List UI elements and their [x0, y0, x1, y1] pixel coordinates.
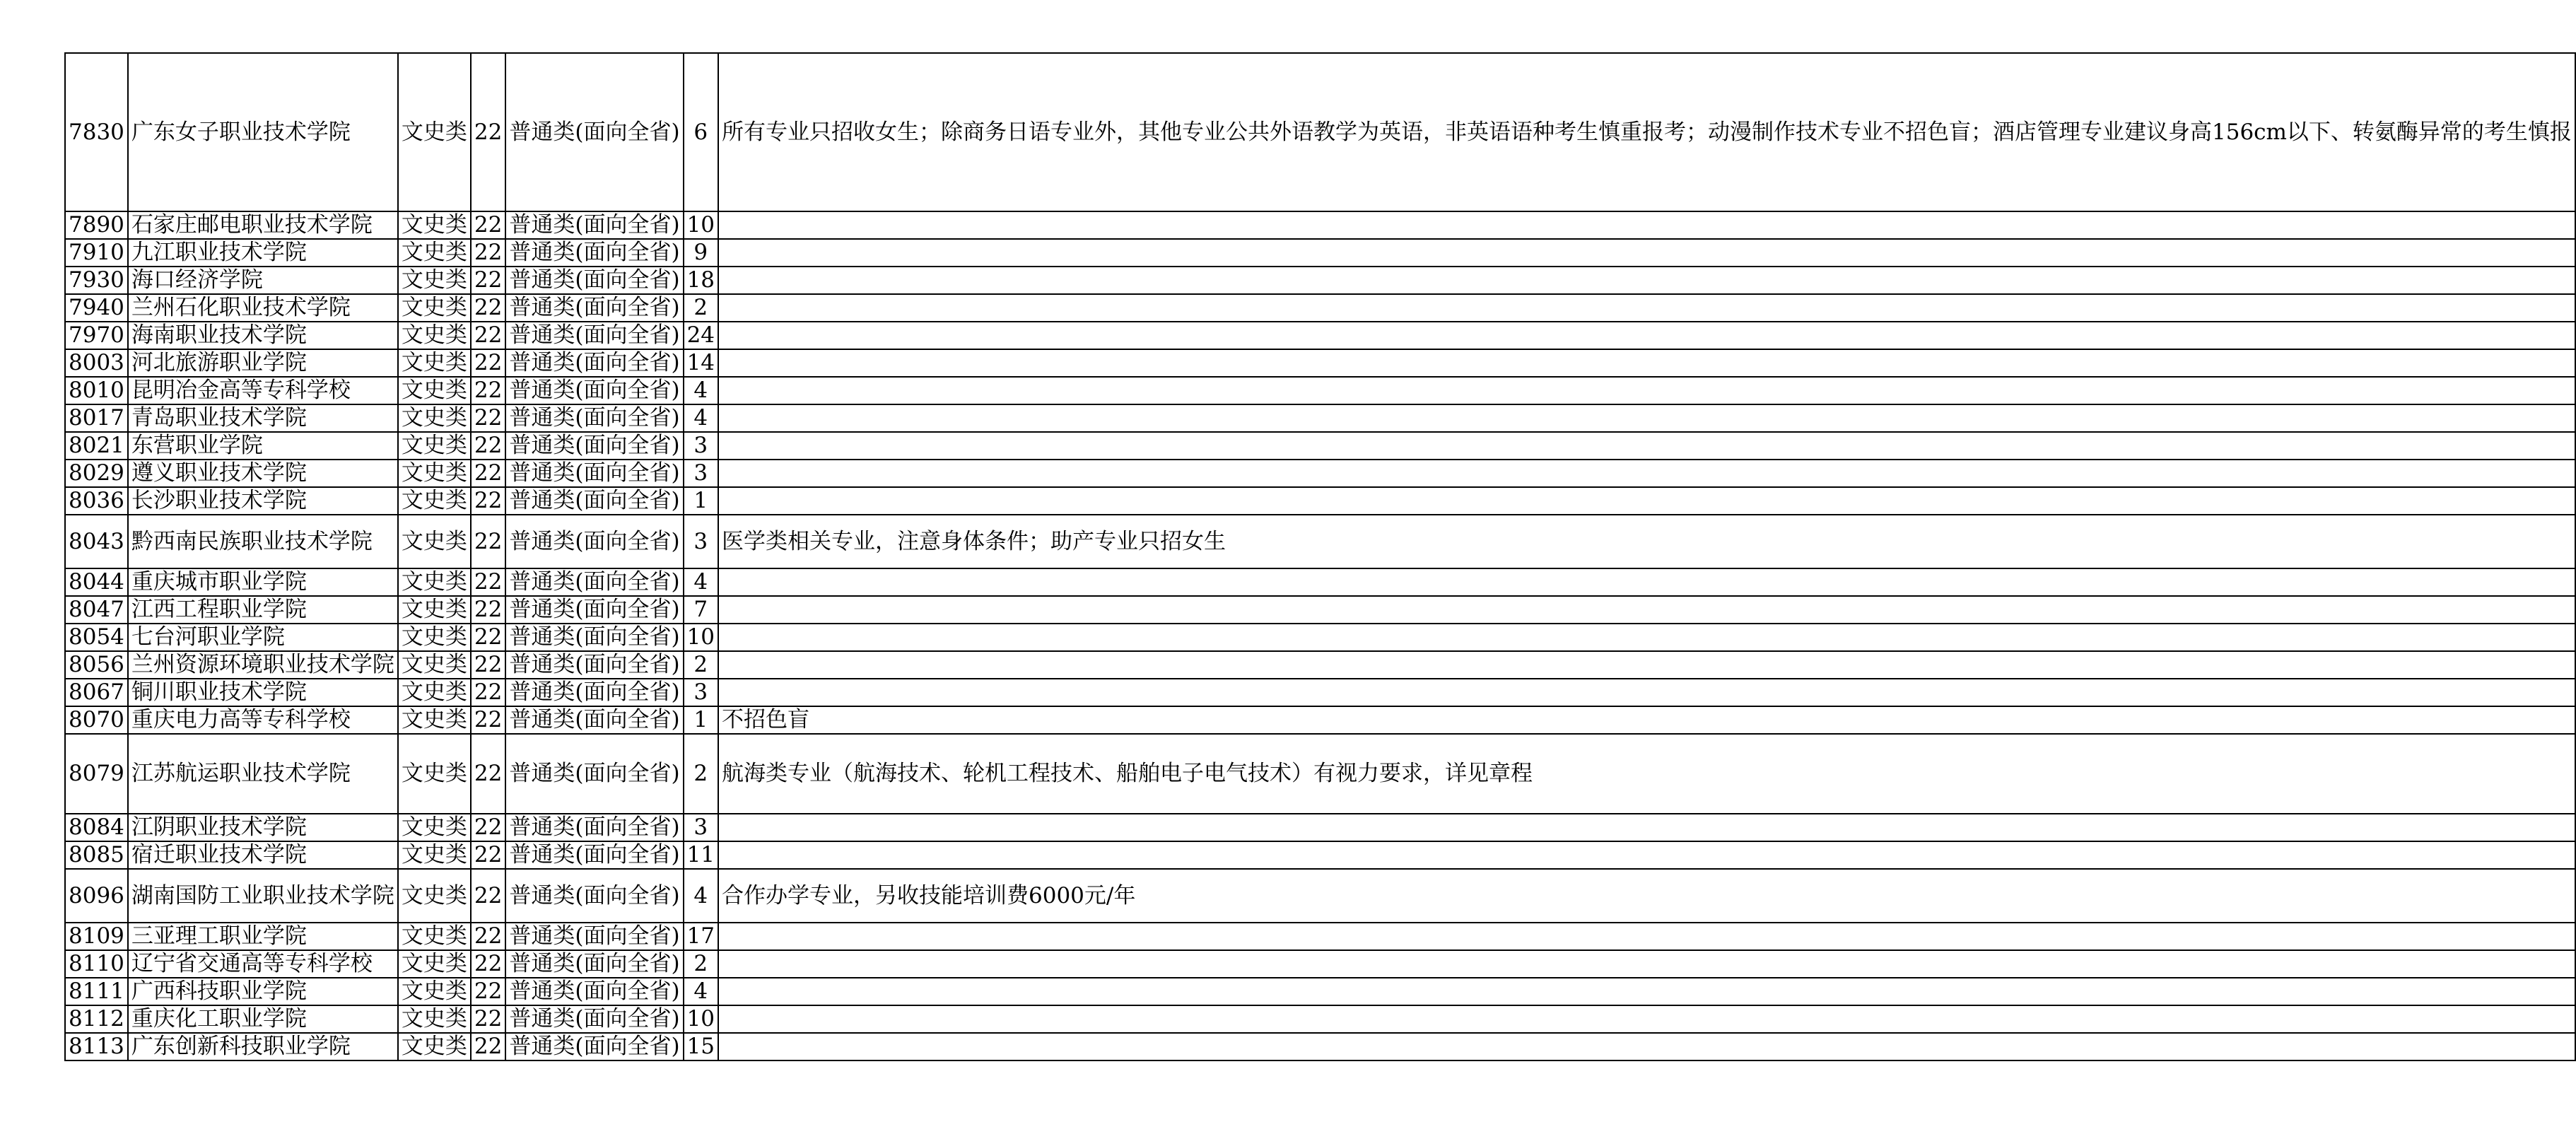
batch-code-cell: 22	[471, 53, 505, 211]
plan-count-cell: 18	[684, 267, 718, 294]
school-name-cell: 广西科技职业学院	[128, 978, 398, 1005]
subject-category-cell: 文史类	[398, 211, 471, 239]
subject-category-cell: 文史类	[398, 568, 471, 596]
school-name-cell: 宿迁职业技术学院	[128, 841, 398, 869]
remarks-cell	[718, 294, 2575, 322]
school-code-cell: 8111	[65, 978, 128, 1005]
batch-code-cell: 22	[471, 322, 505, 349]
plan-count-cell: 11	[684, 841, 718, 869]
plan-count-cell: 4	[684, 869, 718, 923]
table-row	[65, 869, 2575, 923]
plan-type-cell: 普通类(面向全省)	[505, 377, 683, 404]
subject-category-cell: 文史类	[398, 239, 471, 267]
table-row	[65, 978, 2575, 1005]
batch-code-cell: 22	[471, 923, 505, 950]
school-code-cell: 8112	[65, 1005, 128, 1033]
table-row	[65, 515, 2575, 568]
subject-category-cell: 文史类	[398, 322, 471, 349]
table-row	[65, 814, 2575, 841]
school-code-cell: 8044	[65, 568, 128, 596]
table-row	[65, 53, 2575, 211]
plan-count-cell: 9	[684, 239, 718, 267]
batch-code-cell: 22	[471, 841, 505, 869]
batch-code-cell: 22	[471, 1033, 505, 1060]
subject-category-cell: 文史类	[398, 596, 471, 624]
batch-code-cell: 22	[471, 294, 505, 322]
batch-code-cell: 22	[471, 267, 505, 294]
plan-count-cell: 14	[684, 349, 718, 377]
subject-category-cell: 文史类	[398, 950, 471, 978]
plan-type-cell: 普通类(面向全省)	[505, 814, 683, 841]
remarks-cell: 医学类相关专业，注意身体条件；助产专业只招女生	[718, 515, 2575, 568]
subject-category-cell: 文史类	[398, 841, 471, 869]
plan-type-cell: 普通类(面向全省)	[505, 487, 683, 515]
school-code-cell: 8054	[65, 624, 128, 651]
plan-count-cell: 4	[684, 404, 718, 432]
table-body	[65, 53, 2575, 1060]
subject-category-cell: 文史类	[398, 404, 471, 432]
school-code-cell: 8021	[65, 432, 128, 460]
school-name-cell: 遵义职业技术学院	[128, 460, 398, 487]
plan-type-cell: 普通类(面向全省)	[505, 294, 683, 322]
plan-count-cell: 3	[684, 432, 718, 460]
school-name-cell: 重庆城市职业学院	[128, 568, 398, 596]
school-name-cell: 铜川职业技术学院	[128, 679, 398, 706]
batch-code-cell: 22	[471, 377, 505, 404]
subject-category-cell: 文史类	[398, 515, 471, 568]
school-name-cell: 河北旅游职业学院	[128, 349, 398, 377]
table-row	[65, 460, 2575, 487]
school-code-cell: 8109	[65, 923, 128, 950]
school-name-cell: 江阴职业技术学院	[128, 814, 398, 841]
school-code-cell: 7830	[65, 53, 128, 211]
table-row	[65, 679, 2575, 706]
remarks-cell	[718, 322, 2575, 349]
subject-category-cell: 文史类	[398, 624, 471, 651]
school-code-cell: 8010	[65, 377, 128, 404]
remarks-cell: 不招色盲	[718, 706, 2575, 734]
school-name-cell: 昆明冶金高等专科学校	[128, 377, 398, 404]
subject-category-cell: 文史类	[398, 294, 471, 322]
plan-type-cell: 普通类(面向全省)	[505, 322, 683, 349]
batch-code-cell: 22	[471, 432, 505, 460]
plan-type-cell: 普通类(面向全省)	[505, 432, 683, 460]
plan-type-cell: 普通类(面向全省)	[505, 841, 683, 869]
school-name-cell: 海口经济学院	[128, 267, 398, 294]
school-name-cell: 湖南国防工业职业技术学院	[128, 869, 398, 923]
table-row	[65, 404, 2575, 432]
remarks-cell	[718, 239, 2575, 267]
school-code-cell: 8096	[65, 869, 128, 923]
subject-category-cell: 文史类	[398, 349, 471, 377]
plan-type-cell: 普通类(面向全省)	[505, 349, 683, 377]
subject-category-cell: 文史类	[398, 1033, 471, 1060]
table-row	[65, 923, 2575, 950]
batch-code-cell: 22	[471, 950, 505, 978]
remarks-cell	[718, 950, 2575, 978]
plan-count-cell: 3	[684, 515, 718, 568]
subject-category-cell: 文史类	[398, 869, 471, 923]
plan-type-cell: 普通类(面向全省)	[505, 53, 683, 211]
remarks-cell	[718, 978, 2575, 1005]
subject-category-cell: 文史类	[398, 679, 471, 706]
plan-type-cell: 普通类(面向全省)	[505, 869, 683, 923]
plan-type-cell: 普通类(面向全省)	[505, 734, 683, 814]
remarks-cell	[718, 349, 2575, 377]
batch-code-cell: 22	[471, 1005, 505, 1033]
table-row	[65, 568, 2575, 596]
plan-count-cell: 4	[684, 568, 718, 596]
school-name-cell: 九江职业技术学院	[128, 239, 398, 267]
plan-type-cell: 普通类(面向全省)	[505, 211, 683, 239]
plan-type-cell: 普通类(面向全省)	[505, 239, 683, 267]
batch-code-cell: 22	[471, 596, 505, 624]
plan-count-cell: 4	[684, 978, 718, 1005]
plan-type-cell: 普通类(面向全省)	[505, 950, 683, 978]
school-name-cell: 重庆电力高等专科学校	[128, 706, 398, 734]
plan-count-cell: 17	[684, 923, 718, 950]
school-code-cell: 8043	[65, 515, 128, 568]
remarks-cell	[718, 404, 2575, 432]
school-name-cell: 广东创新科技职业学院	[128, 1033, 398, 1060]
plan-type-cell: 普通类(面向全省)	[505, 515, 683, 568]
batch-code-cell: 22	[471, 239, 505, 267]
school-code-cell: 8084	[65, 814, 128, 841]
school-code-cell: 8067	[65, 679, 128, 706]
plan-type-cell: 普通类(面向全省)	[505, 624, 683, 651]
plan-type-cell: 普通类(面向全省)	[505, 706, 683, 734]
subject-category-cell: 文史类	[398, 432, 471, 460]
subject-category-cell: 文史类	[398, 487, 471, 515]
plan-count-cell: 10	[684, 624, 718, 651]
remarks-cell	[718, 596, 2575, 624]
remarks-cell	[718, 624, 2575, 651]
table-row	[65, 487, 2575, 515]
batch-code-cell: 22	[471, 460, 505, 487]
school-name-cell: 黔西南民族职业技术学院	[128, 515, 398, 568]
remarks-cell	[718, 1005, 2575, 1033]
school-name-cell: 海南职业技术学院	[128, 322, 398, 349]
plan-type-cell: 普通类(面向全省)	[505, 596, 683, 624]
school-code-cell: 8003	[65, 349, 128, 377]
school-code-cell: 8036	[65, 487, 128, 515]
table-row	[65, 1005, 2575, 1033]
plan-count-cell: 4	[684, 377, 718, 404]
table-row	[65, 211, 2575, 239]
batch-code-cell: 22	[471, 568, 505, 596]
plan-count-cell: 2	[684, 651, 718, 679]
school-code-cell: 7970	[65, 322, 128, 349]
remarks-cell: 合作办学专业，另收技能培训费6000元/年	[718, 869, 2575, 923]
remarks-cell	[718, 923, 2575, 950]
school-code-cell: 7890	[65, 211, 128, 239]
table-row	[65, 267, 2575, 294]
school-code-cell: 8079	[65, 734, 128, 814]
table-row	[65, 239, 2575, 267]
remarks-cell	[718, 568, 2575, 596]
remarks-cell	[718, 460, 2575, 487]
batch-code-cell: 22	[471, 624, 505, 651]
school-name-cell: 重庆化工职业学院	[128, 1005, 398, 1033]
batch-code-cell: 22	[471, 651, 505, 679]
remarks-cell	[718, 651, 2575, 679]
table-row	[65, 294, 2575, 322]
plan-count-cell: 7	[684, 596, 718, 624]
batch-code-cell: 22	[471, 679, 505, 706]
batch-code-cell: 22	[471, 734, 505, 814]
table-row	[65, 950, 2575, 978]
school-name-cell: 江西工程职业学院	[128, 596, 398, 624]
school-code-cell: 7940	[65, 294, 128, 322]
table-row	[65, 651, 2575, 679]
school-code-cell: 8047	[65, 596, 128, 624]
remarks-cell: 航海类专业（航海技术、轮机工程技术、船舶电子电气技术）有视力要求，详见章程	[718, 734, 2575, 814]
school-name-cell: 石家庄邮电职业技术学院	[128, 211, 398, 239]
plan-type-cell: 普通类(面向全省)	[505, 978, 683, 1005]
school-code-cell: 7930	[65, 267, 128, 294]
plan-count-cell: 2	[684, 734, 718, 814]
remarks-cell	[718, 377, 2575, 404]
table-row	[65, 432, 2575, 460]
plan-count-cell: 1	[684, 487, 718, 515]
table-row	[65, 841, 2575, 869]
school-name-cell: 广东女子职业技术学院	[128, 53, 398, 211]
table-row	[65, 596, 2575, 624]
subject-category-cell: 文史类	[398, 267, 471, 294]
school-name-cell: 东营职业学院	[128, 432, 398, 460]
batch-code-cell: 22	[471, 404, 505, 432]
subject-category-cell: 文史类	[398, 651, 471, 679]
plan-count-cell: 10	[684, 1005, 718, 1033]
remarks-cell	[718, 211, 2575, 239]
batch-code-cell: 22	[471, 487, 505, 515]
batch-code-cell: 22	[471, 869, 505, 923]
plan-count-cell: 15	[684, 1033, 718, 1060]
school-name-cell: 三亚理工职业学院	[128, 923, 398, 950]
subject-category-cell: 文史类	[398, 53, 471, 211]
subject-category-cell: 文史类	[398, 1005, 471, 1033]
plan-count-cell: 3	[684, 460, 718, 487]
batch-code-cell: 22	[471, 706, 505, 734]
subject-category-cell: 文史类	[398, 814, 471, 841]
table-row	[65, 322, 2575, 349]
admission-plan-table	[64, 52, 2576, 1061]
remarks-cell	[718, 1033, 2575, 1060]
plan-count-cell: 3	[684, 814, 718, 841]
school-name-cell: 辽宁省交通高等专科学校	[128, 950, 398, 978]
plan-count-cell: 2	[684, 950, 718, 978]
school-code-cell: 8110	[65, 950, 128, 978]
subject-category-cell: 文史类	[398, 923, 471, 950]
plan-type-cell: 普通类(面向全省)	[505, 568, 683, 596]
plan-count-cell: 1	[684, 706, 718, 734]
remarks-cell	[718, 432, 2575, 460]
subject-category-cell: 文史类	[398, 734, 471, 814]
plan-type-cell: 普通类(面向全省)	[505, 267, 683, 294]
table-row	[65, 1033, 2575, 1060]
table-row	[65, 734, 2575, 814]
batch-code-cell: 22	[471, 349, 505, 377]
remarks-cell: 所有专业只招收女生；除商务日语专业外，其他专业公共外语教学为英语，非英语语种考生慎重报考；动漫制作技术专业不招色盲；酒店管理专业建议身高156cm以下、转氨酶异常的考生慎报	[718, 53, 2575, 211]
subject-category-cell: 文史类	[398, 706, 471, 734]
school-name-cell: 七台河职业学院	[128, 624, 398, 651]
school-name-cell: 兰州石化职业技术学院	[128, 294, 398, 322]
plan-count-cell: 6	[684, 53, 718, 211]
plan-type-cell: 普通类(面向全省)	[505, 651, 683, 679]
table-row	[65, 624, 2575, 651]
school-code-cell: 8070	[65, 706, 128, 734]
table-row	[65, 706, 2575, 734]
remarks-cell	[718, 841, 2575, 869]
school-code-cell: 8113	[65, 1033, 128, 1060]
batch-code-cell: 22	[471, 814, 505, 841]
plan-count-cell: 24	[684, 322, 718, 349]
subject-category-cell: 文史类	[398, 978, 471, 1005]
remarks-cell	[718, 487, 2575, 515]
school-name-cell: 兰州资源环境职业技术学院	[128, 651, 398, 679]
remarks-cell	[718, 814, 2575, 841]
table-row	[65, 377, 2575, 404]
batch-code-cell: 22	[471, 978, 505, 1005]
plan-count-cell: 2	[684, 294, 718, 322]
plan-type-cell: 普通类(面向全省)	[505, 1033, 683, 1060]
batch-code-cell: 22	[471, 211, 505, 239]
table-row	[65, 349, 2575, 377]
plan-type-cell: 普通类(面向全省)	[505, 1005, 683, 1033]
plan-type-cell: 普通类(面向全省)	[505, 404, 683, 432]
batch-code-cell: 22	[471, 515, 505, 568]
school-name-cell: 青岛职业技术学院	[128, 404, 398, 432]
school-code-cell: 8056	[65, 651, 128, 679]
remarks-cell	[718, 267, 2575, 294]
remarks-cell	[718, 679, 2575, 706]
school-code-cell: 8085	[65, 841, 128, 869]
plan-type-cell: 普通类(面向全省)	[505, 679, 683, 706]
school-code-cell: 7910	[65, 239, 128, 267]
plan-count-cell: 3	[684, 679, 718, 706]
plan-count-cell: 10	[684, 211, 718, 239]
school-code-cell: 8029	[65, 460, 128, 487]
school-code-cell: 8017	[65, 404, 128, 432]
school-name-cell: 长沙职业技术学院	[128, 487, 398, 515]
plan-type-cell: 普通类(面向全省)	[505, 460, 683, 487]
subject-category-cell: 文史类	[398, 377, 471, 404]
subject-category-cell: 文史类	[398, 460, 471, 487]
school-name-cell: 江苏航运职业技术学院	[128, 734, 398, 814]
plan-type-cell: 普通类(面向全省)	[505, 923, 683, 950]
